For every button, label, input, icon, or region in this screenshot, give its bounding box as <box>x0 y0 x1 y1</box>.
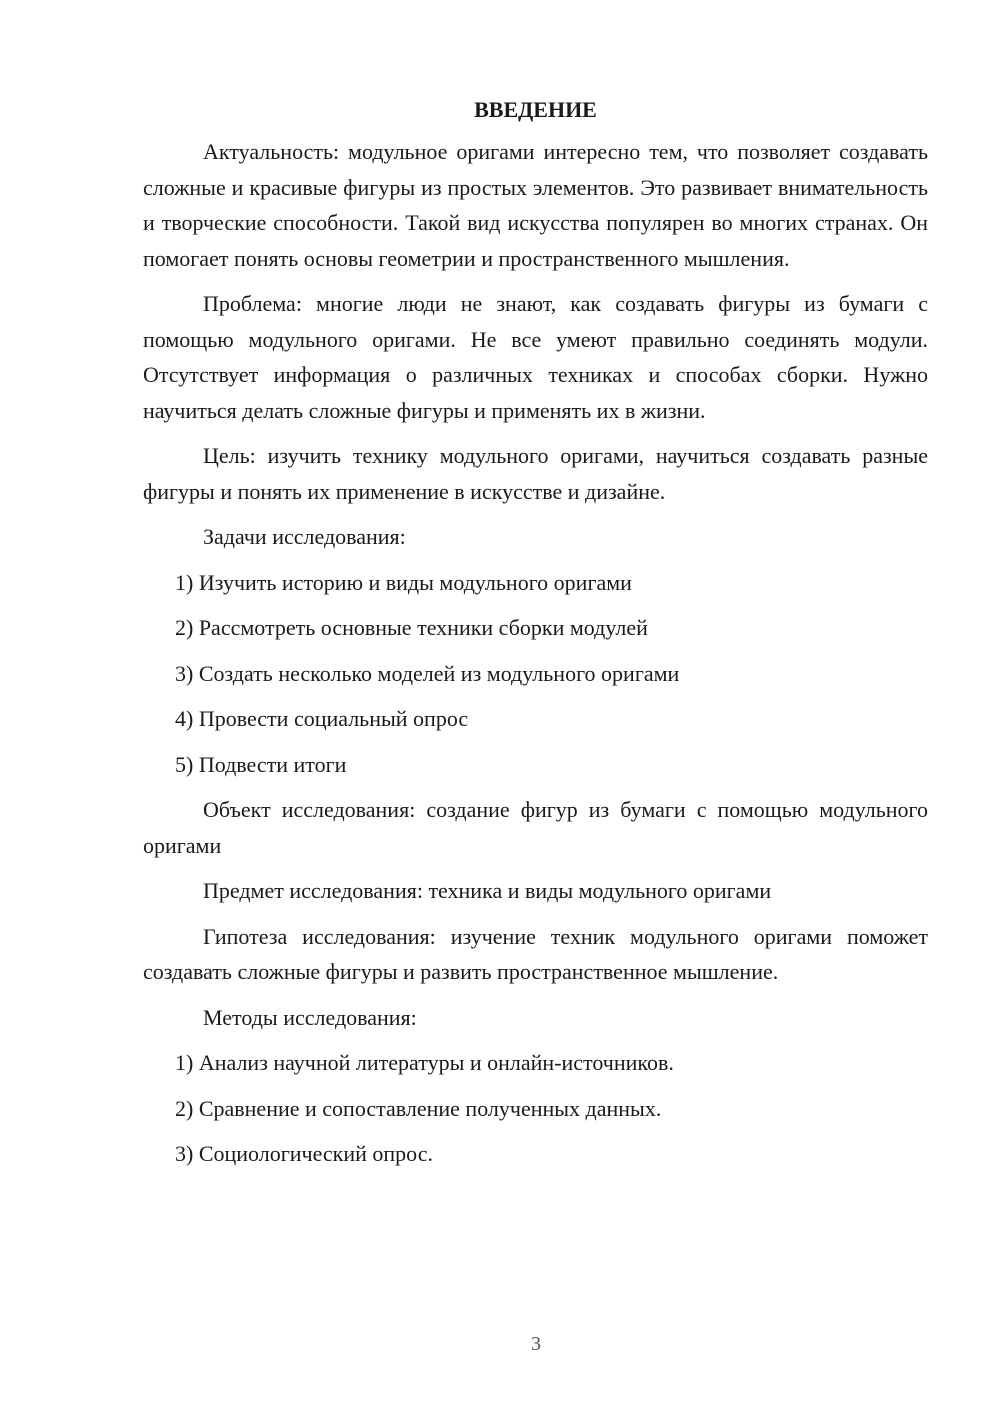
goal-paragraph: Цель: изучить технику модульного оригами, научиться создавать разные фигуры и понять их применение в искусстве и дизайне. <box>143 443 928 504</box>
object-paragraph: Объект исследования: создание фигур из бумаги с помощью модульного оригами <box>143 797 928 858</box>
task-item: 3) Создать несколько моделей из модульного оригами <box>175 660 680 686</box>
document-page <box>143 90 928 1182</box>
page-number: 3 <box>531 1333 541 1355</box>
task-item: 1) Изучить историю и виды модульного оригами <box>175 569 632 595</box>
relevance-paragraph: Актуальность: модульное оригами интересно тем, что позволяет создавать сложные и красивые фигуры из простых элементов. Это развивает внимательность и творческие способности. Такой вид искусства популярен во многих странах. Он помогает понять основы геометрии и пространственного мышления. <box>143 139 928 271</box>
task-item: 2) Рассмотреть основные техники сборки модулей <box>175 615 648 640</box>
tasks-heading: Задачи исследования: <box>203 524 406 549</box>
methods-heading: Методы исследования: <box>203 1004 417 1030</box>
subject-paragraph: Предмет исследования: техника и виды модульного оригами <box>203 878 772 903</box>
page-title: ВВЕДЕНИЕ <box>474 97 597 122</box>
task-item: 5) Подвести итоги <box>175 751 347 777</box>
method-item: 1) Анализ научной литературы и онлайн-источников. <box>175 1050 674 1075</box>
hypothesis-paragraph: Гипотеза исследования: изучение техник модульного оригами поможет создавать сложные фигуры и развить пространственное мышление. <box>143 923 928 984</box>
method-item: 2) Сравнение и сопоставление полученных данных. <box>175 1095 662 1121</box>
problem-paragraph: Проблема: многие люди не знают, как создавать фигуры из бумаги с помощью модульного оригами. Не все умеют правильно соединять модули. Отсутствует информация о различных техниках и способах сборки. Нужно научиться делать сложные фигуры и применять их в жизни. <box>143 291 928 423</box>
task-item: 4) Провести социальный опрос <box>175 706 469 731</box>
method-item: 3) Социологический опрос. <box>175 1141 433 1166</box>
